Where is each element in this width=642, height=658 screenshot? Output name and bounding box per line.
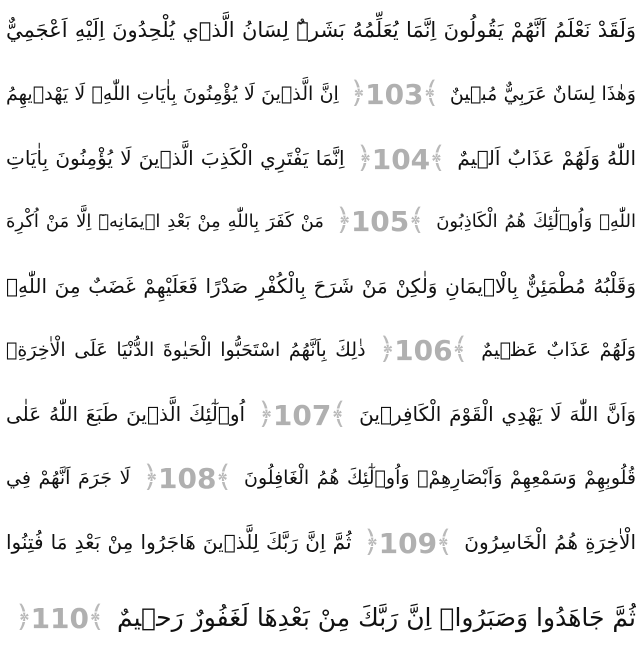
verse-text: قُلُوبِهِمْ وَسَمْعِهِمْ وَاَبْصَارِهِمْۚ وَاُو۬لٰٓئِكَ هُمُ الْغَافِلُونَ xyxy=(244,467,636,489)
verse-text: لَا جَرَمَ اَنَّهُمْ فِي xyxy=(6,467,131,489)
verse-text: مَنْ كَفَرَ بِاللّٰهِ مِنْ بَعْدِ ا۪يمَانِه۪ٓ اِلَّا مَنْ اُكْرِهَ xyxy=(6,211,324,232)
ayah-number-marker xyxy=(334,202,426,242)
verse-line xyxy=(6,450,636,506)
verse-text: اِنَّ الَّذ۪ينَ لَا يُؤْمِنُونَ بِاٰيَاتِ اللّٰهِۙ لَا يَهْد۪يهِمُ xyxy=(6,83,339,105)
verse-text: وَهٰذَا لِسَانٌ عَرَبِيٌّ مُب۪ينٌ xyxy=(449,83,636,105)
ayah-number: 107 xyxy=(272,398,332,432)
ornament-bracket-icon: ﴿ xyxy=(349,75,367,111)
ornament-bracket-icon: ﴿ xyxy=(334,203,353,238)
verse-text: اُو۬لٰٓئِكَ الَّذ۪ينَ طَبَعَ اللّٰهُ عَلٰى xyxy=(6,402,246,426)
verse-text: الْاٰخِرَةِ هُمُ الْخَاسِرُونَ xyxy=(464,530,636,554)
ayah-number-marker xyxy=(14,599,106,639)
verse-line xyxy=(6,66,636,122)
ayah-number: 108 xyxy=(157,461,217,495)
ayah-number: 105 xyxy=(350,205,410,238)
verse-text: وَاَنَّ اللّٰهَ لَا يَهْدِي الْقَوْمَ الْكَافِر۪ينَ xyxy=(359,402,636,426)
verse-text: ذٰلِكَ بِاَنَّهُمُ اسْتَحَبُّوا الْحَيٰوةَ الدُّنْيَا عَلَى الْاٰخِرَةِۙ xyxy=(6,339,366,361)
ornament-bracket-icon: ﴿ xyxy=(378,331,396,367)
ornament-bracket-icon: ﴿ xyxy=(256,396,275,432)
ornament-bracket-icon: ﴿ xyxy=(141,459,160,495)
verse-text: اِنَّمَا يَفْتَرِي الْكَذِبَ الَّذ۪ينَ لَا يُؤْمِنُونَ بِاٰيَاتِ xyxy=(6,146,345,170)
ayah-number: 110 xyxy=(30,602,90,635)
ayah-number-marker xyxy=(355,140,447,180)
ornament-bracket-icon: ﴾ xyxy=(214,459,233,495)
verse-line xyxy=(6,2,636,58)
ayah-number: 104 xyxy=(371,142,431,176)
verse-text: ثُمَّ اِنَّ رَبَّكَ لِلَّذ۪ينَ هَاجَرُوا مِنْ بَعْدِ مَا فُتِنُوا xyxy=(6,530,352,554)
verse-text: وَقَلْبُهُ مُطْمَئِنٌّ بِالْا۪يمَانِ وَلٰكِنْ مَنْ شَرَحَ بِالْكُفْرِ صَدْرًا فَعَلَيْهِمْ غَضَبٌ مِنَ اللّٰهِۚ xyxy=(6,274,636,298)
verse-line xyxy=(6,130,636,186)
ayah-number-marker xyxy=(378,331,469,371)
ayah-number-marker xyxy=(349,75,440,115)
verse-line xyxy=(6,258,636,314)
ayah-number-marker xyxy=(141,459,233,499)
ayah-number: 106 xyxy=(394,333,453,367)
ayah-number: 109 xyxy=(378,526,438,560)
verse-line xyxy=(6,194,636,250)
verse-text: اللّٰهِۚ وَاُو۬لٰٓئِكَ هُمُ الْكَاذِبُونَ xyxy=(436,211,636,232)
verse-text: وَلَهُمْ عَذَابٌ عَظ۪يمٌ xyxy=(481,339,636,361)
ayah-number-marker xyxy=(256,396,348,436)
ayah-number: 103 xyxy=(365,77,424,111)
verse-text: ثُمَّ جَاهَدُوا وَصَبَرُواۙ اِنَّ رَبَّكَ مِنْ بَعْدِهَا لَغَفُورٌ رَح۪يمٌ xyxy=(116,603,636,632)
ayah-number-marker xyxy=(362,524,454,564)
ornament-bracket-icon: ﴾ xyxy=(435,524,454,560)
verse-line xyxy=(6,386,636,442)
ornament-bracket-icon: ﴿ xyxy=(362,524,381,560)
verse-text: وَلَقَدْ نَعْلَمُ اَنَّهُمْ يَقُولُونَ اِنَّمَا يُعَلِّمُهُ بَشَرٌۜ لِسَانُ الَّذ۪ي يُلْحِدُونَ اِلَيْهِ اَعْجَمِيٌّ xyxy=(6,18,636,42)
ornament-bracket-icon: ﴾ xyxy=(407,203,426,238)
ornament-bracket-icon: ﴾ xyxy=(329,396,348,432)
verse-text: اللّٰهُ وَلَهُمْ عَذَابٌ اَل۪يمٌ xyxy=(457,146,636,170)
verse-line xyxy=(6,322,636,378)
ornament-bracket-icon: ﴾ xyxy=(451,331,469,367)
ornament-bracket-icon: ﴿ xyxy=(355,140,374,176)
ornament-bracket-icon: ﴾ xyxy=(87,600,106,635)
ornament-bracket-icon: ﴿ xyxy=(14,600,33,635)
ornament-bracket-icon: ﴾ xyxy=(428,140,447,176)
verse-line xyxy=(6,590,636,646)
ornament-bracket-icon: ﴾ xyxy=(421,75,440,111)
verse-line xyxy=(6,514,636,570)
